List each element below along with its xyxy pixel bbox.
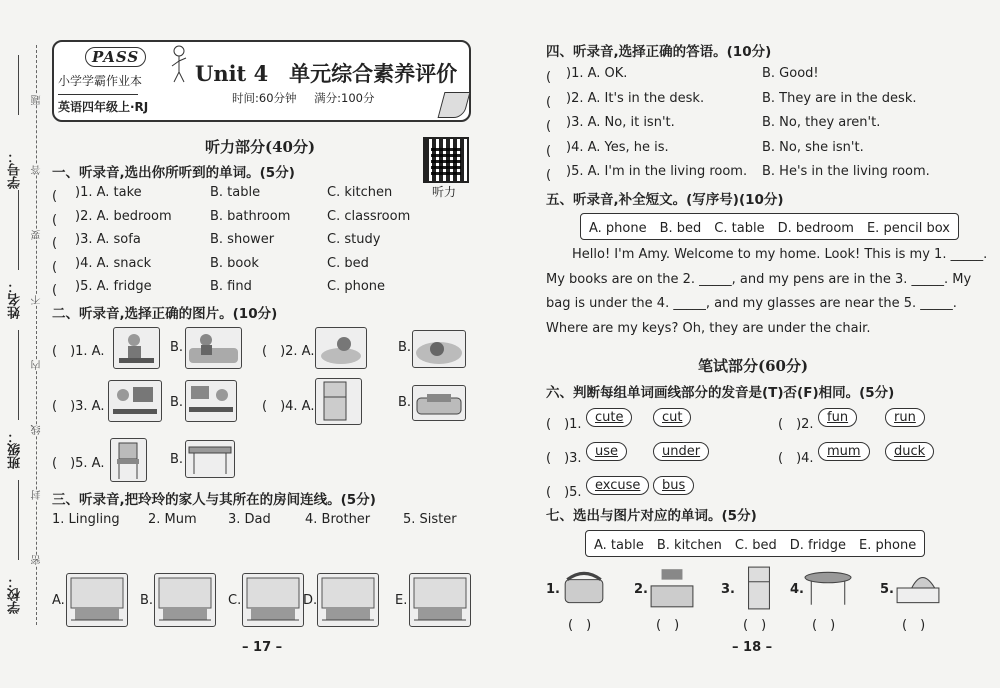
room-label: B. — [140, 593, 154, 608]
room-picture[interactable] — [242, 573, 304, 627]
seal-word: 题 — [32, 95, 43, 105]
sec2-q2: ( )2. A. — [262, 344, 315, 359]
option-a: )5. A. fridge — [75, 279, 152, 294]
sec2-q2b: B. — [398, 340, 412, 355]
girl-phone-image — [113, 327, 160, 369]
word-cloud: cut — [653, 408, 691, 427]
listening-title: 听力部分(40分) — [205, 138, 316, 156]
exam-score: 满分:100分 — [314, 91, 375, 105]
family-member[interactable]: 3. Dad — [228, 512, 271, 527]
sec6-title: 六、判断每组单词画线部分的发音是(T)否(F)相同。(5分) — [546, 385, 895, 401]
sec2-q5: ( )5. A. — [52, 456, 105, 471]
word-picture — [892, 565, 944, 611]
sec2-title: 二、听录音,选择正确的图片。(10分) — [52, 306, 278, 322]
seal-word: 密 — [32, 555, 43, 565]
mascot-icon — [170, 44, 188, 86]
answer-blank[interactable]: ( — [52, 283, 71, 298]
sec7-title: 七、选出与图片对应的单词。(5分) — [546, 508, 757, 524]
option-b: B. book — [210, 255, 259, 271]
chair-image — [110, 438, 147, 482]
option-c: C. study — [327, 232, 381, 247]
school-line — [18, 480, 19, 560]
table-image — [185, 440, 235, 478]
word-cloud: fun — [818, 408, 857, 427]
room-label: C. — [228, 593, 242, 608]
room-picture[interactable] — [317, 573, 379, 627]
qr-label: 听力 — [432, 185, 457, 199]
sec2-q4: ( )4. A. — [262, 399, 315, 414]
sec2-q3: ( )3. A. — [52, 399, 105, 414]
answer-blank[interactable]: ( )2. — [778, 417, 814, 432]
cut-line — [36, 45, 37, 625]
word-cloud: bus — [653, 476, 694, 495]
option-a: )1. A. take — [75, 185, 142, 200]
seal-word: 要 — [32, 230, 43, 240]
word-picture — [646, 565, 698, 611]
option-b: B. find — [210, 279, 252, 294]
option-c: C. phone — [327, 279, 386, 294]
answer-b: B. No, she isn't. — [762, 139, 864, 155]
id-line — [18, 55, 19, 115]
answer-blank[interactable]: ( — [546, 119, 565, 134]
school-label: 学校： — [8, 575, 23, 614]
seal-word: 答 — [32, 165, 43, 175]
answer-blank[interactable]: ( ) — [656, 618, 680, 633]
answer-b: B. He's in the living room. — [762, 164, 930, 179]
answer-blank[interactable]: ( — [546, 168, 565, 183]
answer-b: B. They are in the desk. — [762, 90, 917, 106]
word-cloud: duck — [885, 442, 934, 461]
girl-sofa-image — [185, 327, 242, 369]
answer-a: )3. A. No, it isn't. — [566, 115, 675, 130]
picture-number: 2. — [634, 582, 648, 597]
answer-blank[interactable]: ( — [52, 259, 71, 275]
answer-a: )1. A. OK. — [566, 66, 628, 81]
boy-computer-image — [108, 380, 162, 422]
answer-a: )2. A. It's in the desk. — [566, 90, 705, 106]
answer-blank[interactable]: ( — [52, 212, 71, 228]
answer-blank[interactable]: ( )5. — [546, 485, 582, 500]
fridge-image — [315, 378, 362, 425]
sec2-q4b: B. — [398, 395, 412, 410]
answer-a: )4. A. Yes, he is. — [566, 139, 669, 155]
sec2-q5b: B. — [170, 452, 184, 467]
picture-number: 1. — [546, 582, 560, 597]
room-label: E. — [395, 593, 408, 608]
passage-line: Where are my keys? Oh, they are under the chair. — [546, 320, 871, 336]
exam-meta — [232, 90, 375, 106]
option-b: B. shower — [210, 232, 275, 247]
answer-blank[interactable]: ( )4. — [778, 451, 814, 466]
answer-b: B. No, they aren't. — [762, 115, 881, 130]
sofa-image — [412, 385, 466, 421]
option-c: C. classroom — [327, 208, 411, 224]
word-picture — [802, 565, 854, 611]
passage-line: My books are on the 2. _____, and my pens are in the 3. _____. My — [546, 271, 972, 287]
answer-blank[interactable]: ( ) — [743, 618, 767, 633]
seal-word: 线 — [32, 425, 43, 435]
id-label: 学号： — [8, 150, 23, 189]
class-line — [18, 330, 19, 420]
option-a: )2. A. bedroom — [75, 208, 172, 224]
answer-blank[interactable]: ( )3. — [546, 451, 582, 466]
word-cloud: use — [586, 442, 627, 461]
family-member[interactable]: 4. Brother — [305, 512, 371, 527]
seal-word: 封 — [32, 490, 43, 500]
option-a: )4. A. snack — [75, 255, 152, 271]
sec5-title: 五、听录音,补全短文。(写序号)(10分) — [546, 192, 784, 208]
dog-bath-image — [315, 327, 367, 369]
passage-line: bag is under the 4. _____, and my glasses are near the 5. _____. — [546, 296, 957, 311]
sec1-title: 一、听录音,选出你所听到的单词。(5分) — [52, 165, 295, 181]
grade-label: 英语四年级上·RJ — [58, 100, 149, 114]
passage-line: Hello! I'm Amy. Welcome to my home. Look! This is my 1. _____. — [572, 247, 988, 262]
answer-blank[interactable]: ( — [52, 236, 71, 251]
family-member[interactable]: 1. Lingling — [52, 512, 120, 527]
dog-bed-image — [412, 330, 466, 368]
room-picture[interactable] — [66, 573, 128, 627]
room-picture[interactable] — [409, 573, 471, 627]
class-label: 班级： — [8, 430, 23, 469]
sec7-options: A. table B. kitchen C. bed D. fridge E. phone — [585, 530, 925, 557]
exam-time: 时间:60分钟 — [232, 91, 297, 105]
room-label: D. — [303, 593, 318, 608]
answer-blank[interactable]: ( — [52, 189, 71, 204]
room-picture[interactable] — [154, 573, 216, 627]
answer-a: )5. A. I'm in the living room. — [566, 164, 748, 179]
word-cloud: run — [885, 408, 925, 427]
answer-blank[interactable]: ( )1. — [546, 417, 582, 432]
word-cloud: excuse — [586, 476, 649, 495]
picture-number: 5. — [880, 582, 894, 597]
sec5-options: A. phone B. bed C. table D. bedroom E. pencil box — [580, 213, 959, 240]
unit-title: Unit 4 单元综合素养评价 — [195, 61, 458, 86]
word-cloud: under — [653, 442, 709, 461]
seal-word: 内 — [32, 360, 43, 370]
word-picture — [733, 565, 785, 611]
option-c: C. bed — [327, 255, 369, 271]
seal-word: 不 — [32, 295, 43, 305]
answer-blank[interactable]: ( ) — [568, 618, 592, 633]
header-divider — [58, 94, 138, 95]
series-name: 小学学霸作业本 — [58, 74, 143, 88]
name-label: 姓名： — [8, 280, 23, 319]
option-b: B. bathroom — [210, 208, 291, 224]
pass-logo: PASS — [85, 47, 146, 67]
option-c: C. kitchen — [327, 185, 393, 200]
page-number-right: – 18 – — [732, 640, 773, 655]
option-a: )3. A. sofa — [75, 232, 141, 247]
answer-blank[interactable]: ( ) — [902, 618, 926, 633]
word-cloud: mum — [818, 442, 870, 461]
sec2-q1b: B. — [170, 340, 184, 355]
answer-blank[interactable]: ( ) — [812, 618, 836, 633]
picture-number: 4. — [790, 582, 804, 597]
word-picture — [558, 565, 610, 611]
room-label: A. — [52, 593, 65, 608]
family-member[interactable]: 5. Sister — [403, 512, 457, 527]
sec3-title: 三、听录音,把玲玲的家人与其所在的房间连线。(5分) — [52, 492, 376, 508]
sec2-q1: ( )1. A. — [52, 344, 105, 359]
qr-code-icon[interactable] — [423, 137, 469, 183]
sec4-title: 四、听录音,选择正确的答语。(10分) — [546, 44, 772, 60]
family-member[interactable]: 2. Mum — [148, 512, 197, 527]
picture-number: 3. — [721, 582, 735, 597]
page-number-left: – 17 – — [242, 640, 283, 655]
answer-b: B. Good! — [762, 66, 819, 81]
answer-blank[interactable]: ( — [546, 143, 565, 159]
name-line — [18, 190, 19, 270]
girl-desk-image — [185, 380, 237, 422]
written-title: 笔试部分(60分) — [698, 357, 809, 375]
answer-blank[interactable]: ( — [546, 70, 565, 85]
word-cloud: cute — [586, 408, 632, 427]
option-b: B. table — [210, 185, 261, 200]
sec2-q3b: B. — [170, 395, 184, 410]
answer-blank[interactable]: ( — [546, 94, 565, 110]
